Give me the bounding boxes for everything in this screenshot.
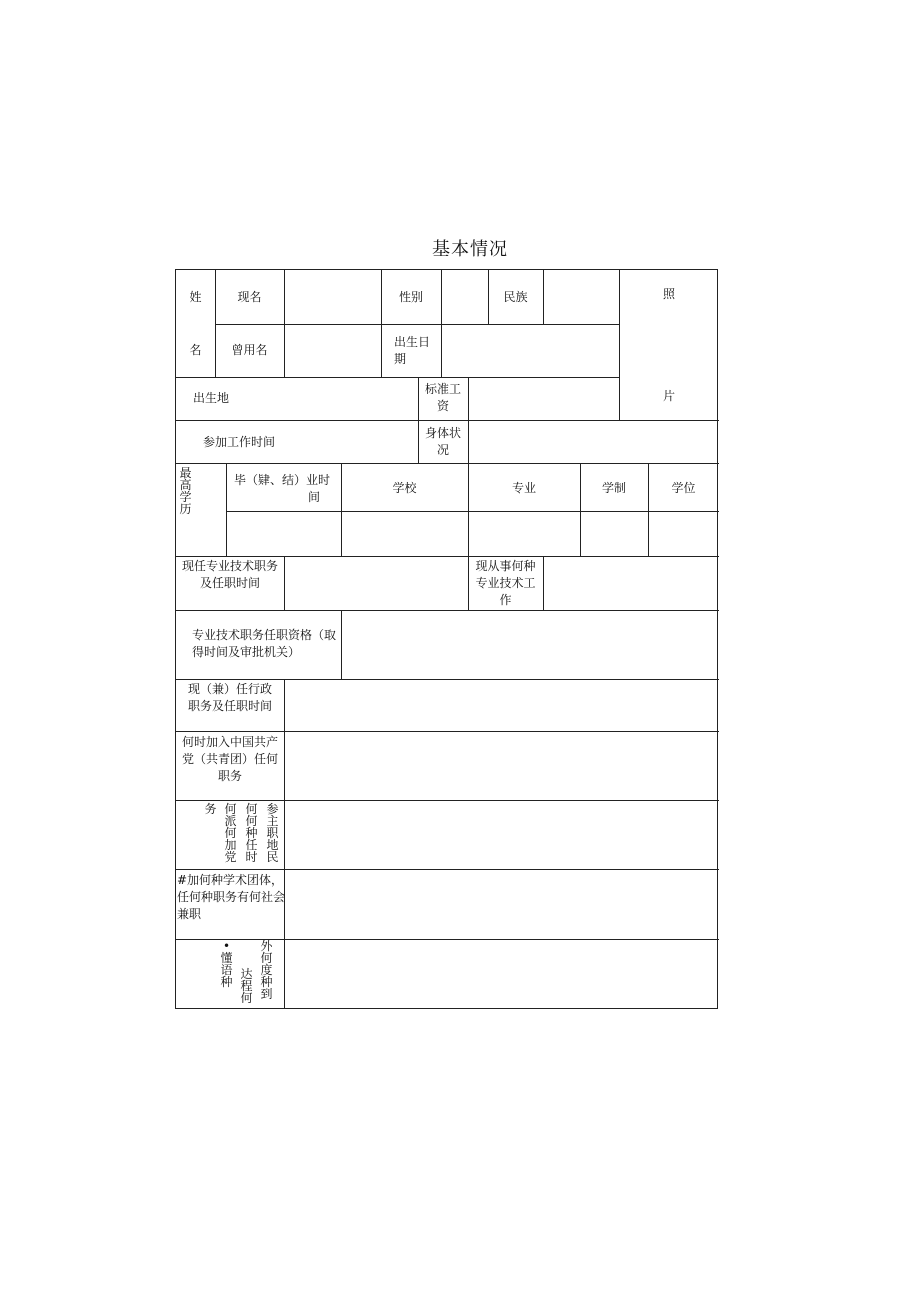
label-qualification-2: 得时间及审批机关） [192,645,301,659]
label-academic-2: 任何种职务有何社会 [177,890,286,904]
academic-field[interactable] [285,870,718,939]
degree-field[interactable] [649,512,718,556]
duration-field[interactable] [581,512,648,556]
language-field[interactable] [285,940,718,1008]
grad-time-field[interactable] [227,512,341,556]
label-photo-top: 照 [662,287,675,301]
label-health-2: 况 [436,443,449,457]
line-row4-bottom [176,463,719,464]
label-democratic-col4: 参主职地民 [266,802,279,864]
label-birth-date-1: 出生日 [394,335,431,349]
label-gender: 性别 [398,290,423,304]
work-type-field[interactable] [544,557,718,610]
label-highest-education: 最高学历 [179,466,192,516]
label-std-salary-1: 标准工 [424,382,461,396]
label-work-start: 参加工作时间 [203,435,276,449]
school-field[interactable] [342,512,468,556]
label-language-col3: 外何度种到 [260,939,273,1001]
label-work-type-1: 现从事何种 [475,559,536,573]
label-party-3: 职务 [217,769,242,783]
gender-field[interactable] [442,271,488,324]
major-field[interactable] [469,512,580,556]
label-former-name: 曾用名 [231,343,268,357]
label-school: 学校 [392,481,417,495]
qualification-field[interactable] [342,611,718,679]
label-language-col2: 达程何 [240,967,253,1005]
label-admin-post-1: 现（兼）任行政 [187,682,272,696]
std-salary-field[interactable] [469,378,619,420]
label-duration: 学制 [601,481,626,495]
label-ethnicity: 民族 [503,290,528,304]
label-ming: 名 [189,343,202,357]
label-degree: 学位 [671,481,696,495]
vline-xingming [215,270,216,377]
label-qualification-1: 专业技术职务任职资格（取 [192,628,337,642]
label-std-salary-2: 资 [436,399,449,413]
label-major: 专业 [511,481,536,495]
label-work-type-3: 作 [499,593,512,607]
label-work-type-2: 专业技术工 [475,576,536,590]
birth-date-field[interactable] [442,325,619,377]
label-xing: 姓 [189,290,202,304]
former-name-field[interactable] [285,325,381,377]
work-start-field[interactable] [306,421,418,463]
label-academic-3: 兼职 [177,907,202,921]
health-field[interactable] [469,421,719,463]
label-democratic-col2: 何派何加党 [224,802,237,864]
label-current-name: 现名 [237,290,262,304]
label-birth-date-2: 期 [394,352,407,366]
label-tech-title-2: 及任职时间 [199,576,260,590]
label-democratic-col3: 何何种任时 [245,802,258,864]
label-language-col1: •懂语种 [220,939,233,989]
basic-info-form [175,269,718,1009]
label-photo-bottom: 片 [662,389,675,403]
democratic-field[interactable] [285,801,718,869]
vline-name-value [381,270,382,377]
label-democratic-col1: 务 [204,802,217,816]
label-tech-title-1: 现任专业技术职务 [181,559,278,573]
label-party-1: 何时加入中国共产 [181,735,278,749]
tech-title-field[interactable] [285,557,468,610]
label-party-2: 党（共青团）任何 [181,752,278,766]
label-academic-1: #加何种学术团体， [177,873,284,887]
label-birthplace: 出生地 [193,391,230,405]
birthplace-field[interactable] [261,378,418,420]
ethnicity-field[interactable] [544,271,619,324]
label-health-1: 身体状 [424,426,461,440]
current-name-field[interactable] [285,271,381,324]
admin-post-field[interactable] [285,680,718,731]
page-title: 基本情况 [432,239,508,260]
label-grad-time-1: 毕（肄、结）业时 [234,473,331,487]
label-grad-time-2: 间 [308,490,321,504]
label-admin-post-2: 职务及任职时间 [187,699,272,713]
party-field[interactable] [285,732,718,800]
